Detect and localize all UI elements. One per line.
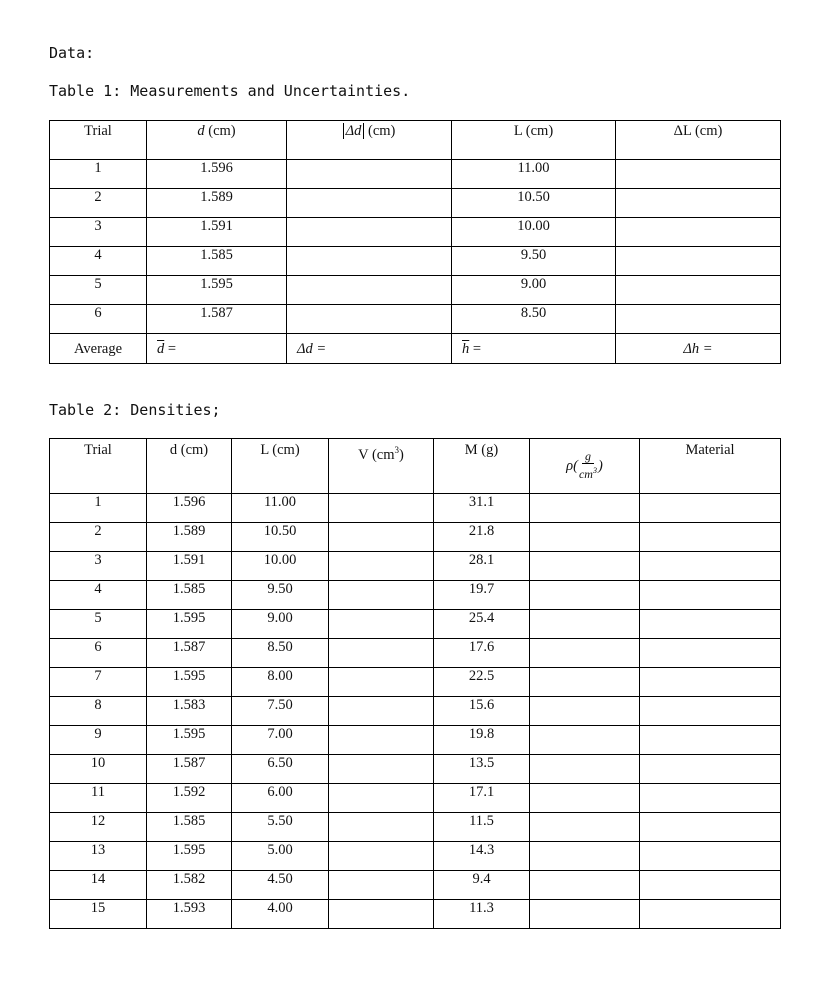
cell-density (530, 552, 640, 581)
table-row (50, 668, 781, 697)
cell-d: 1.595 (147, 610, 232, 639)
cell-trial: 5 (50, 276, 147, 305)
table2-header-row (50, 439, 781, 494)
densities-table (49, 438, 781, 929)
cell-density (530, 900, 640, 929)
cell-trial: 2 (50, 523, 147, 552)
cell-delta-L (616, 218, 781, 247)
cell-d: 1.593 (147, 900, 232, 929)
dbar-symbol: $\overline{d}$ (157, 340, 165, 357)
cell-material (640, 784, 781, 813)
cell-L: 10.50 (232, 523, 329, 552)
table-row (50, 842, 781, 871)
cell-d: 1.589 (147, 523, 232, 552)
hbar-equals: = (469, 340, 482, 357)
table-row (50, 552, 781, 581)
data-heading: Data: (49, 44, 95, 62)
cell-L: 5.00 (232, 842, 329, 871)
cell-material (640, 726, 781, 755)
cell-density (530, 784, 640, 813)
delta-d-label: Δd = (297, 340, 327, 357)
cell-volume (329, 581, 434, 610)
cell-material (640, 610, 781, 639)
cell-mass: 11.3 (434, 900, 530, 929)
header-mass: M (g) (434, 439, 530, 494)
cell-volume (329, 552, 434, 581)
cell-mass: 14.3 (434, 842, 530, 871)
header-abs-delta-d: Δd (cm) (287, 121, 452, 160)
table-row (50, 581, 781, 610)
cell-trial: 9 (50, 726, 147, 755)
cell-density (530, 871, 640, 900)
cell-material (640, 552, 781, 581)
cell-mass: 19.8 (434, 726, 530, 755)
cell-d: 1.596 (147, 160, 287, 189)
cell-L: 6.50 (232, 755, 329, 784)
cell-mass: 13.5 (434, 755, 530, 784)
cell-volume (329, 697, 434, 726)
cell-density (530, 494, 640, 523)
cell-d: 1.595 (147, 668, 232, 697)
cell-d: 1.585 (147, 813, 232, 842)
table-row (50, 189, 781, 218)
cell-material (640, 871, 781, 900)
cell-L: 6.00 (232, 784, 329, 813)
cell-abs-delta-d (287, 218, 452, 247)
cell-material (640, 697, 781, 726)
table1-title: Table 1: Measurements and Uncertainties. (49, 82, 411, 100)
cell-d: 1.587 (147, 305, 287, 334)
header-L: L (cm) (232, 439, 329, 494)
cell-trial: 5 (50, 610, 147, 639)
table1-header-row (50, 121, 781, 160)
cell-volume (329, 755, 434, 784)
cell-material (640, 842, 781, 871)
cell-delta-L (616, 305, 781, 334)
cell-volume (329, 900, 434, 929)
cell-delta-L (616, 276, 781, 305)
cell-trial: 8 (50, 697, 147, 726)
cell-d: 1.585 (147, 581, 232, 610)
cell-delta-L (616, 189, 781, 218)
cell-trial: 10 (50, 755, 147, 784)
header-trial: Trial (50, 121, 147, 160)
average-delta-h (616, 334, 781, 364)
cell-density (530, 581, 640, 610)
cell-trial: 14 (50, 871, 147, 900)
cell-mass: 25.4 (434, 610, 530, 639)
table-row (50, 247, 781, 276)
table-row (50, 900, 781, 929)
table2-title: Table 2: Densities; (49, 401, 221, 419)
cell-d: 1.595 (147, 276, 287, 305)
table-row (50, 726, 781, 755)
cell-trial: 1 (50, 494, 147, 523)
cell-trial: 6 (50, 305, 147, 334)
cell-volume (329, 784, 434, 813)
cell-density (530, 668, 640, 697)
cell-d: 1.591 (147, 552, 232, 581)
cell-L: 7.50 (232, 697, 329, 726)
header-trial: Trial (50, 439, 147, 494)
cell-L: 9.00 (232, 610, 329, 639)
cell-mass: 15.6 (434, 697, 530, 726)
header-volume: V $(cm^3)$ (329, 439, 434, 494)
cell-volume (329, 494, 434, 523)
hbar-symbol: $\overline{h}$ (462, 340, 470, 357)
cell-d: 1.585 (147, 247, 287, 276)
cell-L: 4.00 (232, 900, 329, 929)
cell-d: 1.583 (147, 697, 232, 726)
cell-L: 10.00 (232, 552, 329, 581)
cell-mass: 17.6 (434, 639, 530, 668)
cell-volume (329, 668, 434, 697)
cell-volume (329, 813, 434, 842)
cell-volume (329, 523, 434, 552)
cell-density (530, 755, 640, 784)
table-row (50, 813, 781, 842)
cell-volume (329, 639, 434, 668)
cell-trial: 4 (50, 247, 147, 276)
header-material: Material (640, 439, 781, 494)
cell-material (640, 639, 781, 668)
cell-material (640, 494, 781, 523)
cell-L: 9.50 (232, 581, 329, 610)
cell-material (640, 755, 781, 784)
cell-d: 1.589 (147, 189, 287, 218)
cell-trial: 3 (50, 552, 147, 581)
cell-L: 7.00 (232, 726, 329, 755)
table-row (50, 160, 781, 189)
average-dbar (147, 334, 287, 364)
average-row (50, 334, 781, 364)
table-row (50, 871, 781, 900)
cell-d: 1.595 (147, 726, 232, 755)
header-d: d (cm) (147, 439, 232, 494)
cell-d: 1.592 (147, 784, 232, 813)
table-row (50, 523, 781, 552)
cell-d: 1.596 (147, 494, 232, 523)
cell-volume (329, 726, 434, 755)
cell-trial: 7 (50, 668, 147, 697)
table-row (50, 218, 781, 247)
cell-volume (329, 610, 434, 639)
cell-abs-delta-d (287, 160, 452, 189)
cell-volume (329, 842, 434, 871)
cell-d: 1.591 (147, 218, 287, 247)
cell-delta-L (616, 247, 781, 276)
average-label: Average (50, 334, 147, 364)
cell-density (530, 726, 640, 755)
cell-L: 10.00 (452, 218, 616, 247)
cell-L: 5.50 (232, 813, 329, 842)
cell-material (640, 813, 781, 842)
cell-mass: 31.1 (434, 494, 530, 523)
cell-abs-delta-d (287, 189, 452, 218)
cell-trial: 2 (50, 189, 147, 218)
table-row (50, 610, 781, 639)
cell-material (640, 581, 781, 610)
cell-L: 10.50 (452, 189, 616, 218)
header-delta-L: ΔL (cm) (616, 121, 781, 160)
cell-density (530, 610, 640, 639)
table-row (50, 305, 781, 334)
table-row (50, 755, 781, 784)
cell-material (640, 900, 781, 929)
cell-abs-delta-d (287, 276, 452, 305)
cell-density (530, 697, 640, 726)
measurements-table (49, 120, 781, 364)
cell-trial: 15 (50, 900, 147, 929)
cell-L: 8.00 (232, 668, 329, 697)
cell-mass: 11.5 (434, 813, 530, 842)
cell-trial: 6 (50, 639, 147, 668)
table-row (50, 276, 781, 305)
cell-mass: 17.1 (434, 784, 530, 813)
cell-delta-L (616, 160, 781, 189)
header-L: L (cm) (452, 121, 616, 160)
cell-trial: 13 (50, 842, 147, 871)
header-density: ρ( $\frac{g}{cm^3}$ ) (530, 439, 640, 494)
cell-mass: 28.1 (434, 552, 530, 581)
cell-L: 9.00 (452, 276, 616, 305)
cell-density (530, 639, 640, 668)
cell-abs-delta-d (287, 305, 452, 334)
cell-d: 1.587 (147, 639, 232, 668)
table-row (50, 494, 781, 523)
table-row (50, 697, 781, 726)
cell-L: 11.00 (232, 494, 329, 523)
cell-trial: 1 (50, 160, 147, 189)
cell-volume (329, 871, 434, 900)
cell-d: 1.595 (147, 842, 232, 871)
cell-trial: 11 (50, 784, 147, 813)
cell-trial: 12 (50, 813, 147, 842)
cell-density (530, 813, 640, 842)
cell-material (640, 668, 781, 697)
header-d: d (cm) (147, 121, 287, 160)
delta-h-label: Δh = (683, 340, 713, 357)
cell-mass: 19.7 (434, 581, 530, 610)
cell-d: 1.587 (147, 755, 232, 784)
dbar-equals: = (164, 340, 177, 357)
cell-d: 1.582 (147, 871, 232, 900)
average-delta-d (287, 334, 452, 364)
cell-L: 4.50 (232, 871, 329, 900)
table-row (50, 639, 781, 668)
cell-mass: 21.8 (434, 523, 530, 552)
cell-trial: 4 (50, 581, 147, 610)
cell-density (530, 523, 640, 552)
cell-L: 8.50 (452, 305, 616, 334)
cell-L: 8.50 (232, 639, 329, 668)
cell-mass: 22.5 (434, 668, 530, 697)
cell-material (640, 523, 781, 552)
table-row (50, 784, 781, 813)
cell-density (530, 842, 640, 871)
cell-L: 11.00 (452, 160, 616, 189)
cell-abs-delta-d (287, 247, 452, 276)
cell-trial: 3 (50, 218, 147, 247)
cell-L: 9.50 (452, 247, 616, 276)
average-hbar (452, 334, 616, 364)
cell-mass: 9.4 (434, 871, 530, 900)
